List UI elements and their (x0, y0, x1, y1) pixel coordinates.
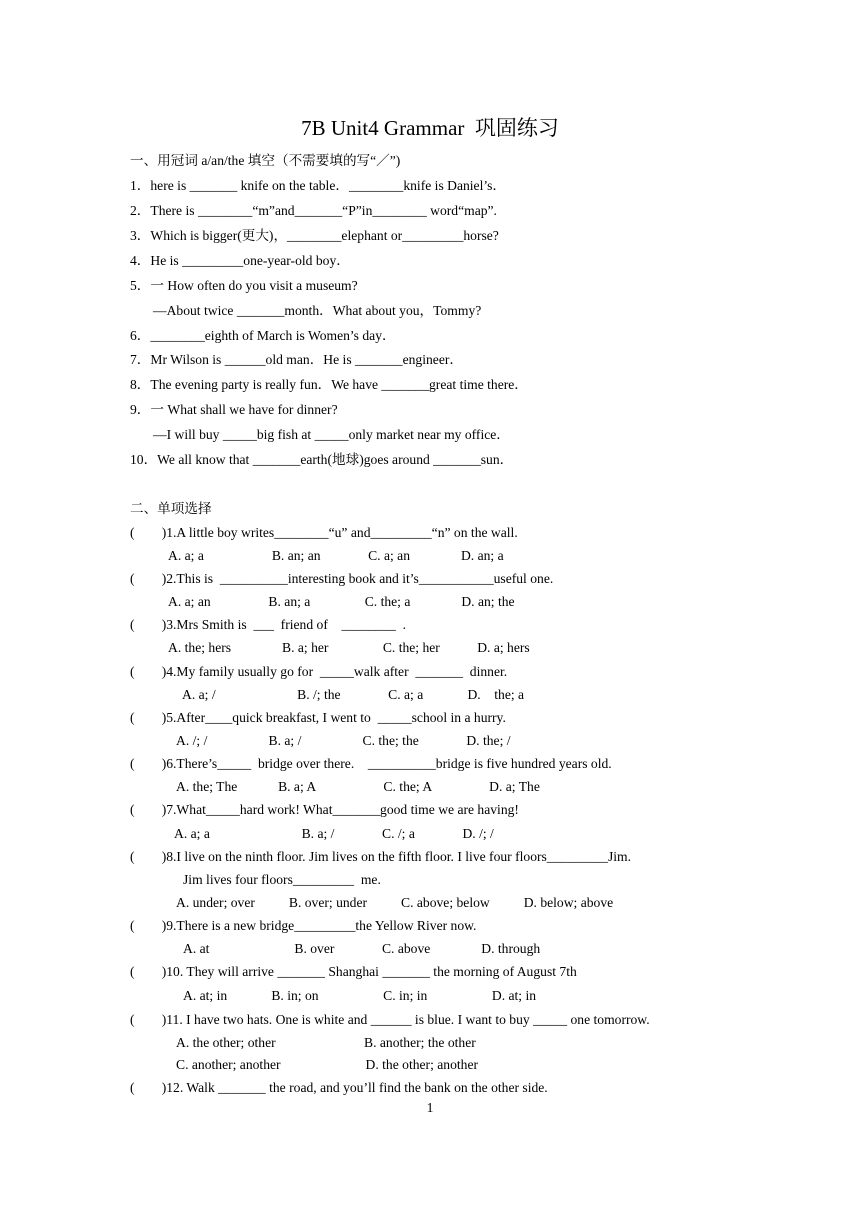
question-line: —About twice _______month．What about you，Tommy? (153, 303, 482, 318)
options-line: A. under; over B. over; under C. above; below D. below; above (176, 895, 614, 910)
question-line: ( )10. They will arrive _______ Shanghai _______ the morning of August 7th (130, 964, 577, 979)
question-line: 3．Which is bigger(更大)，________elephant or_________horse? (130, 228, 499, 243)
question-line: 5．一 How often do you visit a museum? (130, 278, 358, 293)
options-line: A. /; / B. a; / C. the; the D. the; / (176, 733, 511, 748)
options-line: A. at; in B. in; on C. in; in D. at; in (183, 988, 537, 1003)
question-line: 4．He is _________one-year-old boy． (130, 253, 350, 268)
question-line: ( )12. Walk _______ the road, and you’ll find the bank on the other side. (130, 1080, 548, 1095)
options-line: A. a; an B. an; a C. the; a D. an; the (168, 594, 515, 609)
options-line: A. a; a B. a; / C. /; a D. /; / (174, 826, 494, 841)
question-line: 6．________eighth of March is Women’s day． (130, 328, 396, 343)
page-number: 1 (426, 1100, 434, 1115)
options-line: A. a; / B. /; the C. a; a D. the; a (182, 687, 525, 702)
options-line: C. another; another D. the other; another (176, 1057, 479, 1072)
document-title: 7B Unit4 Grammar 巩固练习 (301, 116, 559, 140)
section-1-heading: 一、用冠词 a/an/the 填空（不需要填的写“／”) (130, 153, 401, 168)
question-line: ( )6.There’s_____ bridge over there. __________bridge is five hundred years old. (130, 756, 612, 771)
question-line: —I will buy _____big fish at _____only market near my office． (153, 427, 510, 442)
options-line: A. the other; other B. another; the other (176, 1035, 476, 1050)
options-line: A. the; The B. a; A C. the; A D. a; The (176, 779, 540, 794)
question-line: ( )7.What_____hard work! What_______good time we are having! (130, 802, 519, 817)
question-line: 2．There is ________“m”and_______“P”in________ word“map”. (130, 203, 497, 218)
question-line: 10．We all know that _______earth(地球)goes around _______sun． (130, 452, 514, 467)
question-line: ( )3.Mrs Smith is ___ friend of ________ . (130, 617, 407, 632)
question-line-continued: Jim lives four floors_________ me. (183, 872, 381, 887)
question-line: 8．The evening party is really fun．We have _______great time there． (130, 377, 528, 392)
options-line: A. at B. over C. above D. through (183, 941, 541, 956)
options-line: A. a; a B. an; an C. a; an D. an; a (168, 548, 504, 563)
question-line: ( )1.A little boy writes________“u” and_________“n” on the wall. (130, 525, 518, 540)
question-line: ( )5.After____quick breakfast, I went to _____school in a hurry. (130, 710, 506, 725)
question-line: 7．Mr Wilson is ______old man．He is _______engineer． (130, 352, 463, 367)
question-line: ( )8.I live on the ninth floor. Jim lives on the fifth floor. I live four floors_________Jim. (130, 849, 632, 864)
question-line: ( )2.This is __________interesting book and it’s___________useful one. (130, 571, 554, 586)
section-2-heading: 二、单项选择 (130, 501, 212, 516)
question-line: ( )4.My family usually go for _____walk after _______ dinner. (130, 664, 508, 679)
question-line: ( )11. I have two hats. One is white and ______ is blue. I want to buy _____ one tomorrow. (130, 1012, 650, 1027)
question-line: 1．here is _______ knife on the table．________knife is Daniel’s． (130, 178, 507, 193)
options-line: A. the; hers B. a; her C. the; her D. a; hers (168, 640, 530, 655)
question-line: 9．一 What shall we have for dinner? (130, 402, 338, 417)
question-line: ( )9.There is a new bridge_________the Yellow River now. (130, 918, 477, 933)
